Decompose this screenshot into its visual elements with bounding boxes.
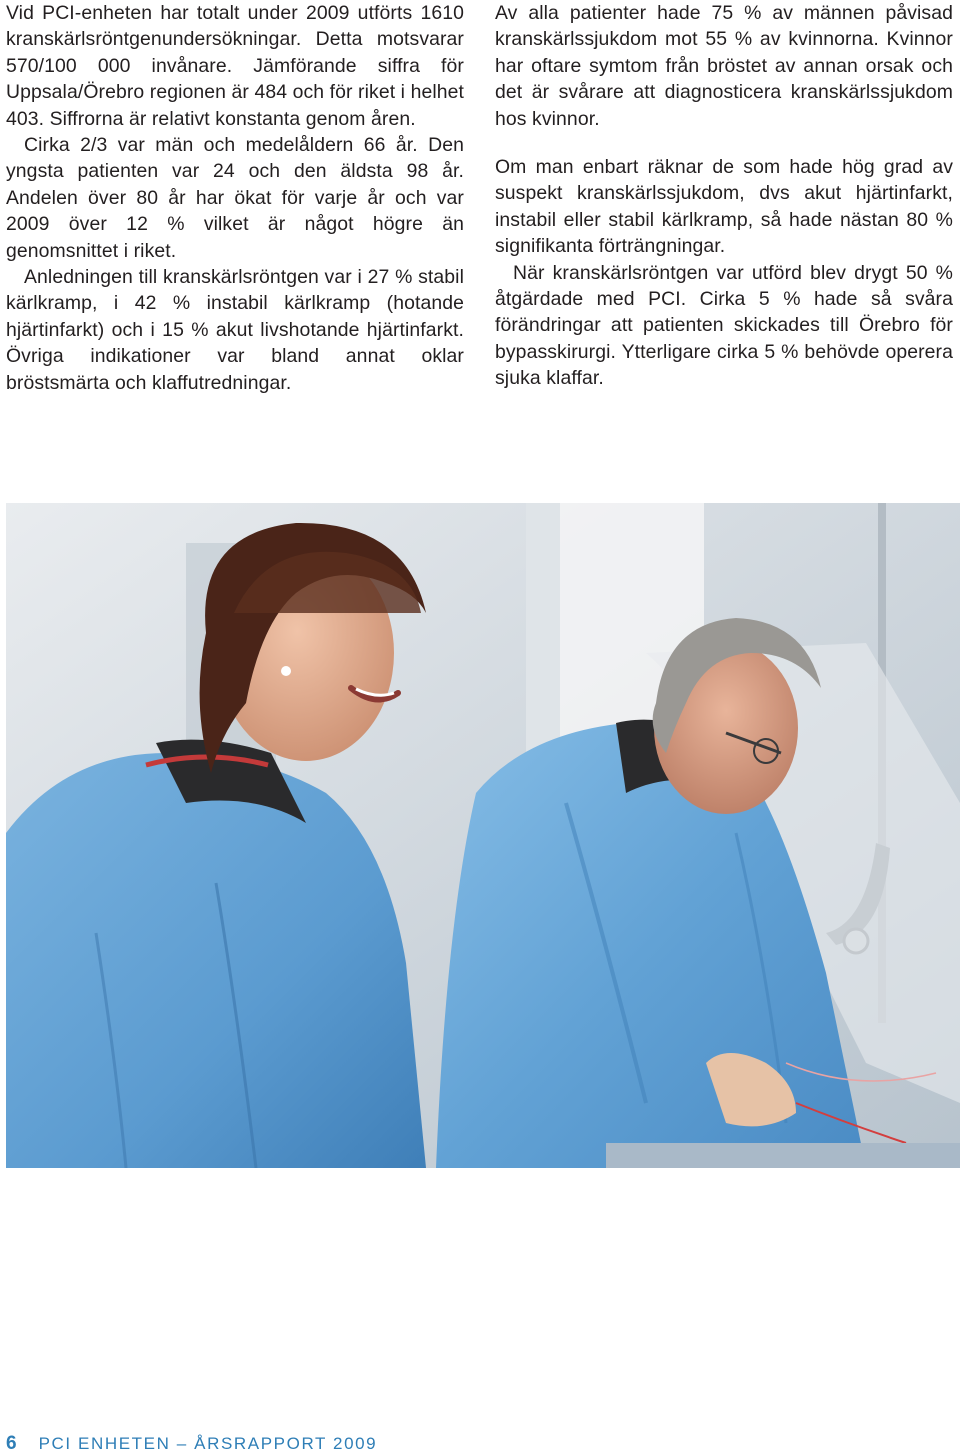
page-footer [6, 1432, 377, 1456]
right-text-column [495, 0, 953, 392]
paragraph: Vid PCI-enheten har totalt under 2009 utförts 1610 kranskärlsröntgenundersökningar. Detta motsvarar 570/100 000 invånare. Jämförande siffra för Uppsala/Örebro regionen är 484 och för riket i helhet 403. Siffrorna är relativt konstanta genom åren. [6, 2, 465, 130]
paragraph: Om man enbart räknar de som hade hög grad av suspekt kranskärlssjukdom, dvs akut hjärtinfarkt, instabil eller stabil kärlkramp, så hade nästan 80 % signifikanta förträngningar. [495, 156, 953, 258]
footer-title: PCI ENHETEN – ÅRSRAPPORT 2009 [38, 1434, 378, 1453]
paragraph: När kranskärlsröntgen var utförd blev drygt 50 % åtgärdade med PCI. Cirka 5 % hade så svåra förändringar att patienten skickades till Örebro för bypasskirurgi. Ytterligare cirka 5 % behövde operera sjuka klaffar. [495, 261, 953, 390]
page-number: 6 [6, 1433, 17, 1454]
paragraph: Anledningen till kranskärlsröntgen var i 27 % stabil kärlkramp, i 42 % instabil kärlkramp (hotande hjärtinfarkt) och i 15 % akut livshotande hjärtinfarkt. Övriga indikationer var bland annat oklar bröstsmärta och klaffutredningar. [6, 266, 464, 394]
paragraph: Av alla patienter hade 75 % av männen påvisad kranskärlssjukdom mot 55 % av kvinnorna. Kvinnor har oftare symtom från bröstet av annan orsak och det är svårare att diagnosticera kranskärlssjukdom hos kvinnor. [495, 2, 953, 130]
left-text-column [6, 0, 464, 396]
photo-staff-in-surgical-gowns [6, 503, 960, 1168]
paragraph: Cirka 2/3 var män och medelåldern 66 år. Den yngsta patienten var 24 och den äldsta 98 år. Andelen över 80 år har ökat för varje år och var 2009 över 12 % vilket är något högre än genomsnittet i riket. [6, 134, 464, 262]
